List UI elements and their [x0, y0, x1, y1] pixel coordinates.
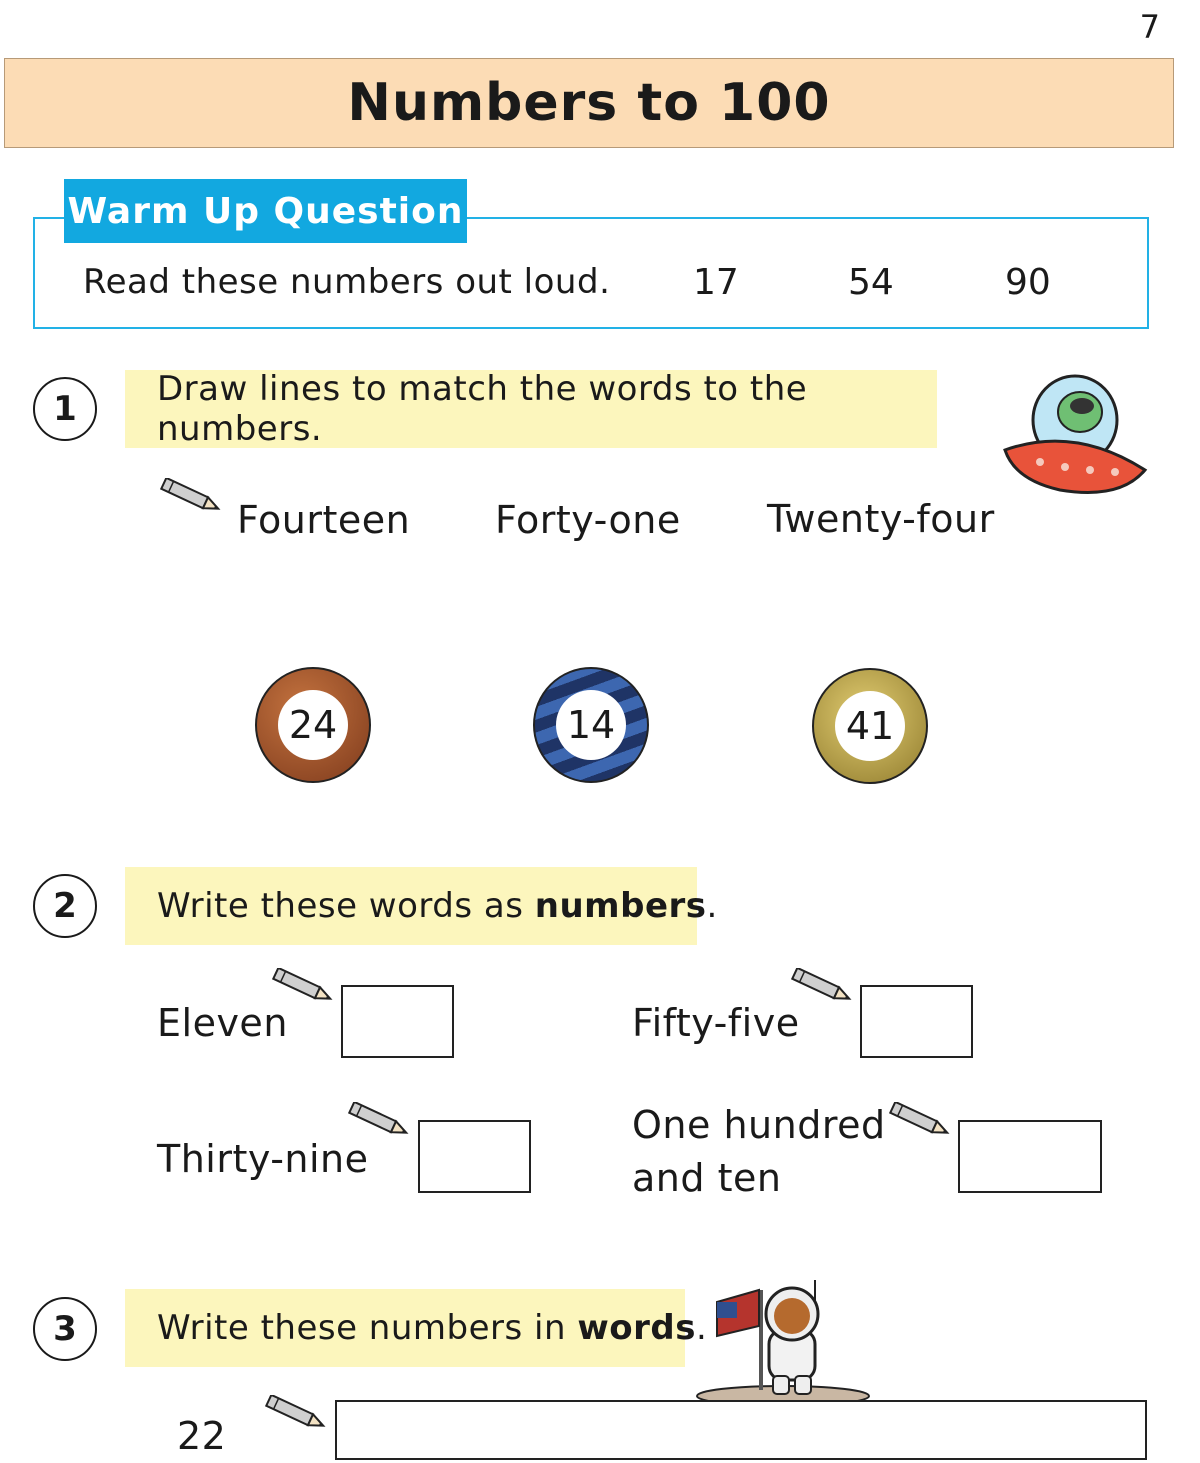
answer-box[interactable]	[860, 985, 973, 1058]
word-label: and ten	[632, 1156, 782, 1200]
warm-up-tab: Warm Up Question	[64, 179, 467, 243]
pencil-icon	[262, 1395, 330, 1431]
question-instruction-text: Write these numbers in	[157, 1308, 578, 1348]
page-number: 7	[1139, 8, 1160, 46]
question-number: 1	[33, 377, 97, 441]
pencil-icon	[886, 1102, 954, 1138]
question-number: 3	[33, 1297, 97, 1361]
warm-up-instruction: Read these numbers out loud.	[83, 262, 611, 302]
word-label: Eleven	[157, 1001, 288, 1045]
page-title: Numbers to 100	[347, 73, 831, 133]
pencil-icon	[788, 968, 856, 1004]
question-number: 2	[33, 874, 97, 938]
answer-box[interactable]	[958, 1120, 1102, 1193]
planet-number: 14	[556, 690, 626, 760]
word-label: One hundred	[632, 1103, 886, 1147]
question-instruction-text: Write these words as	[157, 886, 535, 926]
match-word: Forty-one	[495, 498, 681, 542]
astronaut-icon	[695, 1278, 870, 1402]
question-instruction-bold: words	[577, 1308, 696, 1348]
match-word: Fourteen	[237, 498, 411, 542]
number-label: 22	[177, 1414, 227, 1458]
warm-up-number: 90	[1005, 262, 1051, 303]
planet-icon	[255, 667, 371, 783]
answer-box[interactable]	[335, 1400, 1147, 1460]
warm-up-number: 54	[848, 262, 894, 303]
ufo-icon	[1000, 370, 1150, 500]
planet-icon	[812, 668, 928, 784]
question-instruction	[125, 1289, 708, 1367]
question-instruction-end: .	[706, 886, 718, 926]
pencil-icon	[157, 478, 225, 514]
pencil-icon	[345, 1102, 413, 1138]
pencil-icon	[269, 968, 337, 1004]
title-bar	[4, 58, 1174, 148]
answer-box[interactable]	[418, 1120, 531, 1193]
planet-number: 24	[278, 690, 348, 760]
word-label: Fifty-five	[632, 1001, 800, 1045]
match-word: Twenty-four	[767, 497, 995, 541]
warm-up-number: 17	[693, 262, 739, 303]
planet-icon	[533, 667, 649, 783]
word-label: Thirty-nine	[157, 1137, 369, 1181]
question-instruction	[125, 867, 718, 945]
question-instruction-end: .	[695, 1308, 708, 1348]
answer-box[interactable]	[341, 985, 454, 1058]
question-instruction-bold: numbers	[534, 886, 707, 926]
question-instruction	[125, 370, 937, 448]
question-instruction-text: Draw lines to match the words to the numbers.	[157, 369, 808, 449]
planet-number: 41	[835, 691, 905, 761]
